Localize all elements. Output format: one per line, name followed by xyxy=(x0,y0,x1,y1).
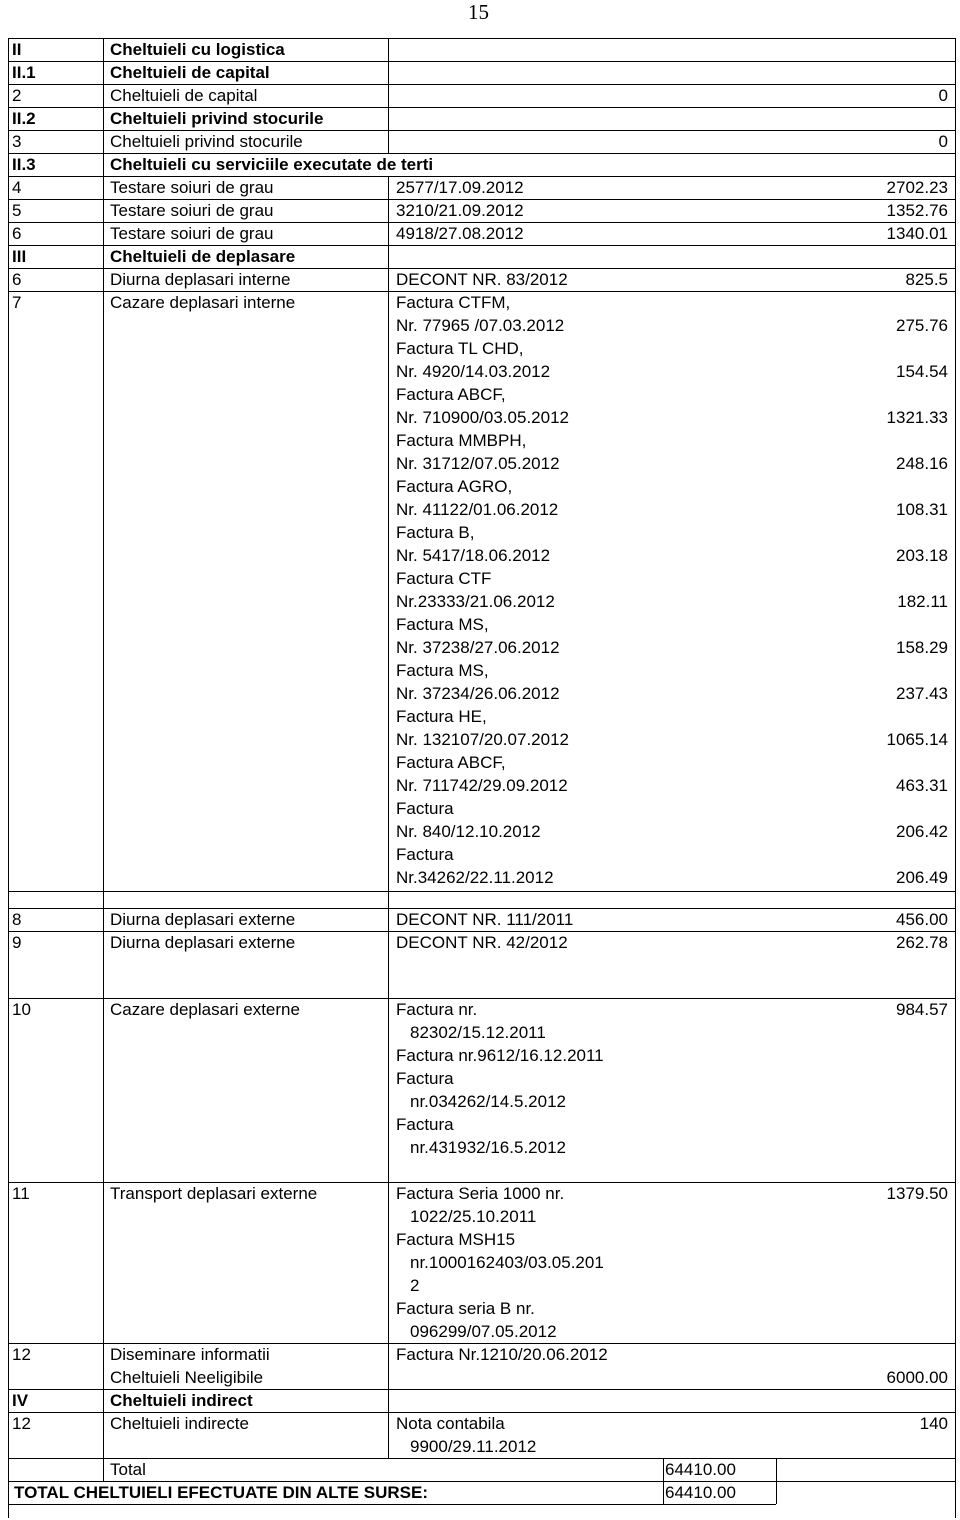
row-description: Testare soiuri de grau xyxy=(110,224,274,243)
invoice-line: Factura xyxy=(396,1069,454,1088)
invoice-amount: 237.43 xyxy=(896,684,948,703)
table-rule xyxy=(103,1458,104,1481)
row-amount: 140 xyxy=(919,1414,948,1433)
row-number: II.3 xyxy=(12,155,36,174)
invoice-line: Factura MSH15 xyxy=(396,1230,516,1249)
invoice-name: Factura xyxy=(396,845,454,864)
row-number: 3 xyxy=(12,132,22,151)
row-document: 3210/21.09.2012 xyxy=(396,201,524,220)
invoice-name: Factura MMBPH, xyxy=(396,431,527,450)
row-description: Transport deplasari externe xyxy=(110,1184,318,1203)
invoice-line: Factura xyxy=(396,1115,454,1134)
invoice-number: Nr. 5417/18.06.2012 xyxy=(396,546,551,565)
row-amount: 1340.01 xyxy=(886,224,948,243)
invoice-number: Nr. 711742/29.09.2012 xyxy=(396,776,568,795)
invoice-name: Factura HE, xyxy=(396,707,487,726)
invoice-number: Nr. 31712/07.05.2012 xyxy=(396,454,560,473)
invoice-number: Nr. 4920/14.03.2012 xyxy=(396,362,551,381)
row-description: Cheltuieli de capital xyxy=(110,86,258,105)
table-rule xyxy=(388,176,389,1458)
invoice-amount: 463.31 xyxy=(896,776,948,795)
invoice-name: Factura AGRO, xyxy=(396,477,513,496)
row-amount: 0 xyxy=(938,86,948,105)
invoice-amount: 248.16 xyxy=(896,454,948,473)
table-rule xyxy=(8,1504,776,1505)
invoice-name: Factura xyxy=(396,799,454,818)
row-number: 12 xyxy=(12,1345,31,1364)
row-number: 9 xyxy=(12,933,22,952)
invoice-amount: 1321.33 xyxy=(886,408,948,427)
row-amount: 262.78 xyxy=(896,933,948,952)
table-rule xyxy=(388,38,389,153)
row-description: Cheltuieli indirect xyxy=(110,1391,253,1410)
invoice-line: nr.431932/16.5.2012 xyxy=(410,1138,566,1157)
row-amount: 825.5 xyxy=(905,270,948,289)
invoice-name: Factura MS, xyxy=(396,661,489,680)
row-amount: 2702.23 xyxy=(886,178,948,197)
row-number: 12 xyxy=(12,1414,31,1433)
invoice-amount: 1065.14 xyxy=(886,730,948,749)
table-rule xyxy=(8,891,956,892)
row-description: Diurna deplasari externe xyxy=(110,910,296,929)
row-amount: 456.00 xyxy=(896,910,948,929)
invoice-name: Factura CTF xyxy=(396,569,492,588)
invoice-line: 096299/07.05.2012 xyxy=(410,1322,557,1341)
table-rule xyxy=(8,38,9,1518)
row-amount: 1379.50 xyxy=(886,1184,948,1203)
row-description: Cheltuieli Neeligibile xyxy=(110,1368,264,1387)
invoice-line: Factura seria B nr. xyxy=(396,1299,535,1318)
invoice-amount: 154.54 xyxy=(896,362,948,381)
row-number: IV xyxy=(12,1391,29,1410)
invoice-number: Nr. 132107/20.07.2012 xyxy=(396,730,569,749)
row-amount: 984.57 xyxy=(896,1000,948,1019)
row-document: DECONT NR. 111/2011 xyxy=(396,910,574,929)
invoice-number: Nr. 840/12.10.2012 xyxy=(396,822,541,841)
row-number: III xyxy=(12,247,27,266)
row-description: Testare soiuri de grau xyxy=(110,201,274,220)
row-number: II.1 xyxy=(12,63,36,82)
row-document: DECONT NR. 42/2012 xyxy=(396,933,568,952)
total-label: Total xyxy=(110,1460,146,1479)
invoice-number: Nr. 710900/03.05.2012 xyxy=(396,408,569,427)
row-number: 6 xyxy=(12,270,22,289)
row-description: Cazare deplasari interne xyxy=(110,293,296,312)
row-description: Cheltuieli de deplasare xyxy=(110,247,296,266)
row-document: DECONT NR. 83/2012 xyxy=(396,270,568,289)
row-document: Nota contabila xyxy=(396,1414,505,1433)
row-number: 11 xyxy=(12,1184,30,1203)
row-description: Cheltuieli cu serviciile executate de terti xyxy=(110,155,434,174)
row-description: Cheltuieli privind stocurile xyxy=(110,109,324,128)
row-description: Cheltuieli cu logistica xyxy=(110,40,285,59)
invoice-number: Nr.23333/21.06.2012 xyxy=(396,592,555,611)
invoice-name: Factura B, xyxy=(396,523,475,542)
row-amount: 1352.76 xyxy=(886,201,948,220)
invoice-line: Factura Seria 1000 nr. xyxy=(396,1184,565,1203)
row-document: 2577/17.09.2012 xyxy=(396,178,524,197)
invoice-amount: 275.76 xyxy=(896,316,948,335)
invoice-line: nr.034262/14.5.2012 xyxy=(410,1092,566,1111)
invoice-line: 1022/25.10.2011 xyxy=(410,1207,537,1226)
row-description: Diurna deplasari externe xyxy=(110,933,296,952)
row-amount: 0 xyxy=(938,132,948,151)
invoice-number: Nr. 37238/27.06.2012 xyxy=(396,638,560,657)
row-description: Cazare deplasari externe xyxy=(110,1000,300,1019)
invoice-line: Factura nr. xyxy=(396,1000,478,1019)
invoice-line: nr.1000162403/03.05.201 xyxy=(410,1253,604,1272)
invoice-amount: 203.18 xyxy=(896,546,948,565)
invoice-number: Nr. 37234/26.06.2012 xyxy=(396,684,560,703)
expense-table xyxy=(8,38,956,1518)
invoice-name: Factura TL CHD, xyxy=(396,339,524,358)
invoice-number: Nr. 77965 /07.03.2012 xyxy=(396,316,565,335)
row-description: Diseminare informatii xyxy=(110,1345,270,1364)
row-amount: 6000.00 xyxy=(886,1368,948,1387)
invoice-amount: 108.31 xyxy=(896,500,948,519)
invoice-number: Nr. 41122/01.06.2012 xyxy=(396,500,559,519)
page-number: 15 xyxy=(468,0,489,24)
invoice-name: Factura CTFM, xyxy=(396,293,511,312)
invoice-name: Factura ABCF, xyxy=(396,753,506,772)
row-description: Cheltuieli de capital xyxy=(110,63,270,82)
row-document: Factura Nr.1210/20.06.2012 xyxy=(396,1345,608,1364)
row-number: 6 xyxy=(12,224,22,243)
row-description: Cheltuieli privind stocurile xyxy=(110,132,303,151)
row-number: 8 xyxy=(12,910,22,929)
invoice-number: Nr.34262/22.11.2012 xyxy=(396,868,554,887)
invoice-line: 82302/15.12.2011 xyxy=(410,1023,546,1042)
table-rule xyxy=(8,1458,956,1459)
row-number: 5 xyxy=(12,201,22,220)
row-document: 9900/29.11.2012 xyxy=(410,1437,537,1456)
row-number: 4 xyxy=(12,178,22,197)
row-number: 10 xyxy=(12,1000,31,1019)
invoice-name: Factura ABCF, xyxy=(396,385,506,404)
grand-total-label: TOTAL CHELTUIELI EFECTUATE DIN ALTE SURSE: xyxy=(14,1483,428,1502)
total-amount: 64410.00 xyxy=(665,1460,736,1479)
row-number: II.2 xyxy=(12,109,36,128)
invoice-amount: 206.42 xyxy=(896,822,948,841)
table-rule xyxy=(955,38,956,1518)
table-rule xyxy=(103,38,104,1458)
row-description: Testare soiuri de grau xyxy=(110,178,274,197)
row-document: 4918/27.08.2012 xyxy=(396,224,524,243)
grand-total-amount: 64410.00 xyxy=(665,1483,736,1502)
row-number: II xyxy=(12,40,22,59)
row-description: Diurna deplasari interne xyxy=(110,270,291,289)
invoice-amount: 206.49 xyxy=(896,868,948,887)
invoice-name: Factura MS, xyxy=(396,615,489,634)
invoice-line: 2 xyxy=(410,1276,420,1295)
invoice-amount: 158.29 xyxy=(896,638,948,657)
invoice-amount: 182.11 xyxy=(897,592,948,611)
row-description: Cheltuieli indirecte xyxy=(110,1414,249,1433)
invoice-line: Factura nr.9612/16.12.2011 xyxy=(396,1046,604,1065)
row-number: 2 xyxy=(12,86,22,105)
row-number: 7 xyxy=(12,293,22,312)
